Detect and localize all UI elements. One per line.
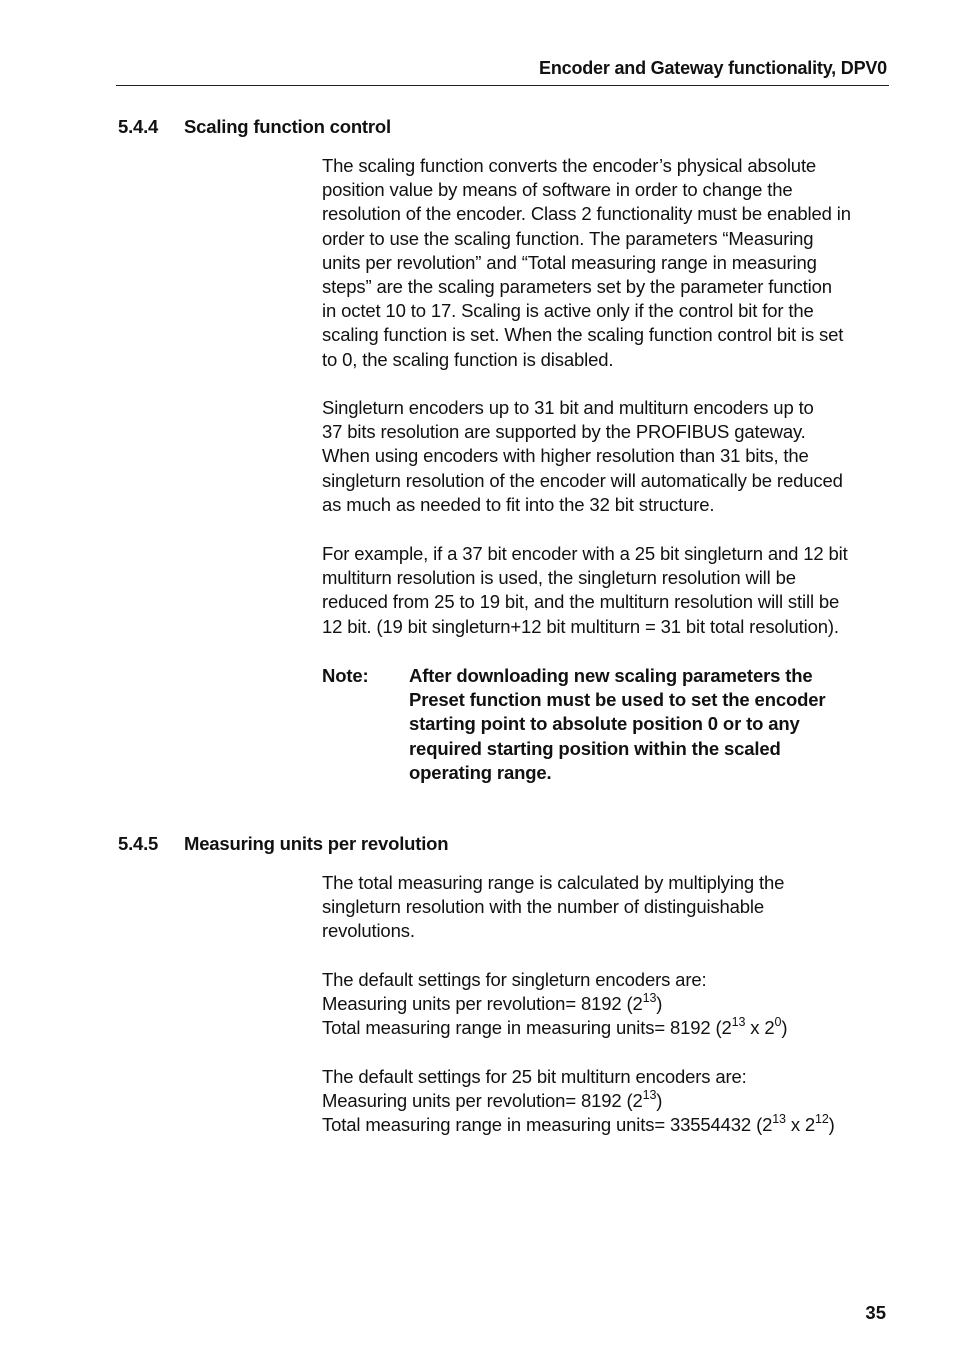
text-line: The scaling function converts the encoder’s physical absolute: [322, 155, 817, 176]
text-line: For example, if a 37 bit encoder with a 25 bit singleturn and 12 bit: [322, 543, 848, 564]
exponent: 13: [642, 991, 657, 1006]
text-line: position value by means of software in order to change the: [322, 179, 793, 201]
text-line: multiturn resolution is used, the singleturn resolution will be: [322, 567, 796, 589]
exponent: 13: [772, 1112, 786, 1127]
text-line: starting point to absolute position 0 or to any: [409, 713, 800, 735]
text-line: Preset function must be used to set the encoder: [409, 689, 826, 711]
defaults-intro: The default settings for 25 bit multiturn encoders are:: [322, 1066, 747, 1087]
page-number: 35: [865, 1302, 886, 1323]
section-heading-5-4-4: [118, 116, 391, 138]
text-line: The total measuring range is calculated by multiplying the: [322, 872, 785, 893]
text-line: operating range.: [409, 761, 552, 783]
exponent: 13: [731, 1015, 746, 1030]
exponent: 0: [774, 1015, 782, 1030]
total-range-line: [322, 1113, 894, 1137]
multiturn-defaults: [322, 1065, 894, 1138]
section-title: Measuring units per revolution: [184, 833, 449, 854]
note-label: Note:: [322, 665, 369, 686]
measuring-paragraph-1: [322, 871, 894, 944]
formula-text: x 2: [745, 1017, 775, 1039]
text-line: as much as needed to fit into the 32 bit structure.: [322, 493, 715, 515]
scaling-paragraph-1: [322, 154, 894, 372]
scaling-paragraph-2: [322, 396, 894, 517]
text-line: scaling function is set. When the scaling function control bit is set: [322, 324, 844, 346]
formula-text: ): [656, 993, 663, 1015]
scaling-paragraph-3: [322, 542, 894, 639]
formula-text: ): [781, 1017, 788, 1039]
text-line: revolutions.: [322, 920, 415, 942]
defaults-intro: The default settings for singleturn encoders are:: [322, 969, 707, 990]
exponent: 13: [642, 1088, 657, 1103]
text-line: singleturn resolution with the number of distinguishable: [322, 896, 765, 918]
text-line: Singleturn encoders up to 31 bit and multiturn encoders up to: [322, 397, 814, 418]
formula-text: ): [656, 1090, 663, 1112]
formula-text: Measuring units per revolution= 8192 (2: [322, 1090, 643, 1112]
measuring-units-line: [322, 992, 894, 1016]
formula-text: Measuring units per revolution= 8192 (2: [322, 993, 643, 1015]
text-line: in octet 10 to 17. Scaling is active only if the control bit for the: [322, 300, 814, 322]
exponent: 12: [815, 1112, 829, 1127]
singleturn-defaults: [322, 968, 894, 1041]
note-block: [322, 664, 894, 785]
text-line: singleturn resolution of the encoder will automatically be reduced: [322, 469, 843, 491]
measuring-units-line: [322, 1089, 894, 1113]
text-line: required starting position within the scaled: [409, 737, 781, 759]
formula-text: x 2: [785, 1114, 816, 1136]
text-line: reduced from 25 to 19 bit, and the multiturn resolution will still be: [322, 591, 840, 613]
section-title: Scaling function control: [184, 116, 391, 137]
section-number: 5.4.5: [118, 833, 159, 854]
formula-text: Total measuring range in measuring units= 8192 (2: [322, 1017, 732, 1039]
text-line: After downloading new scaling parameters the: [409, 665, 813, 686]
text-line: resolution of the encoder. Class 2 functionality must be enabled in: [322, 203, 851, 225]
section-heading-5-4-5: [118, 833, 448, 855]
formula-text: ): [828, 1114, 835, 1136]
text-line: 12 bit. (19 bit singleturn+12 bit multiturn = 31 bit total resolution).: [322, 615, 839, 637]
note-text: [409, 664, 825, 785]
text-line: When using encoders with higher resolution than 31 bits, the: [322, 445, 809, 467]
text-line: to 0, the scaling function is disabled.: [322, 348, 614, 370]
header-divider: [116, 85, 889, 86]
text-line: units per revolution” and “Total measuring range in measuring: [322, 251, 817, 273]
formula-text: Total measuring range in measuring units= 33554432 (2: [322, 1114, 773, 1136]
text-line: order to use the scaling function. The parameters “Measuring: [322, 227, 814, 249]
running-header: Encoder and Gateway functionality, DPV0: [539, 58, 887, 78]
total-range-line: [322, 1016, 894, 1040]
text-line: 37 bits resolution are supported by the PROFIBUS gateway.: [322, 421, 806, 443]
text-line: steps” are the scaling parameters set by the parameter function: [322, 276, 832, 298]
section-number: 5.4.4: [118, 116, 159, 137]
